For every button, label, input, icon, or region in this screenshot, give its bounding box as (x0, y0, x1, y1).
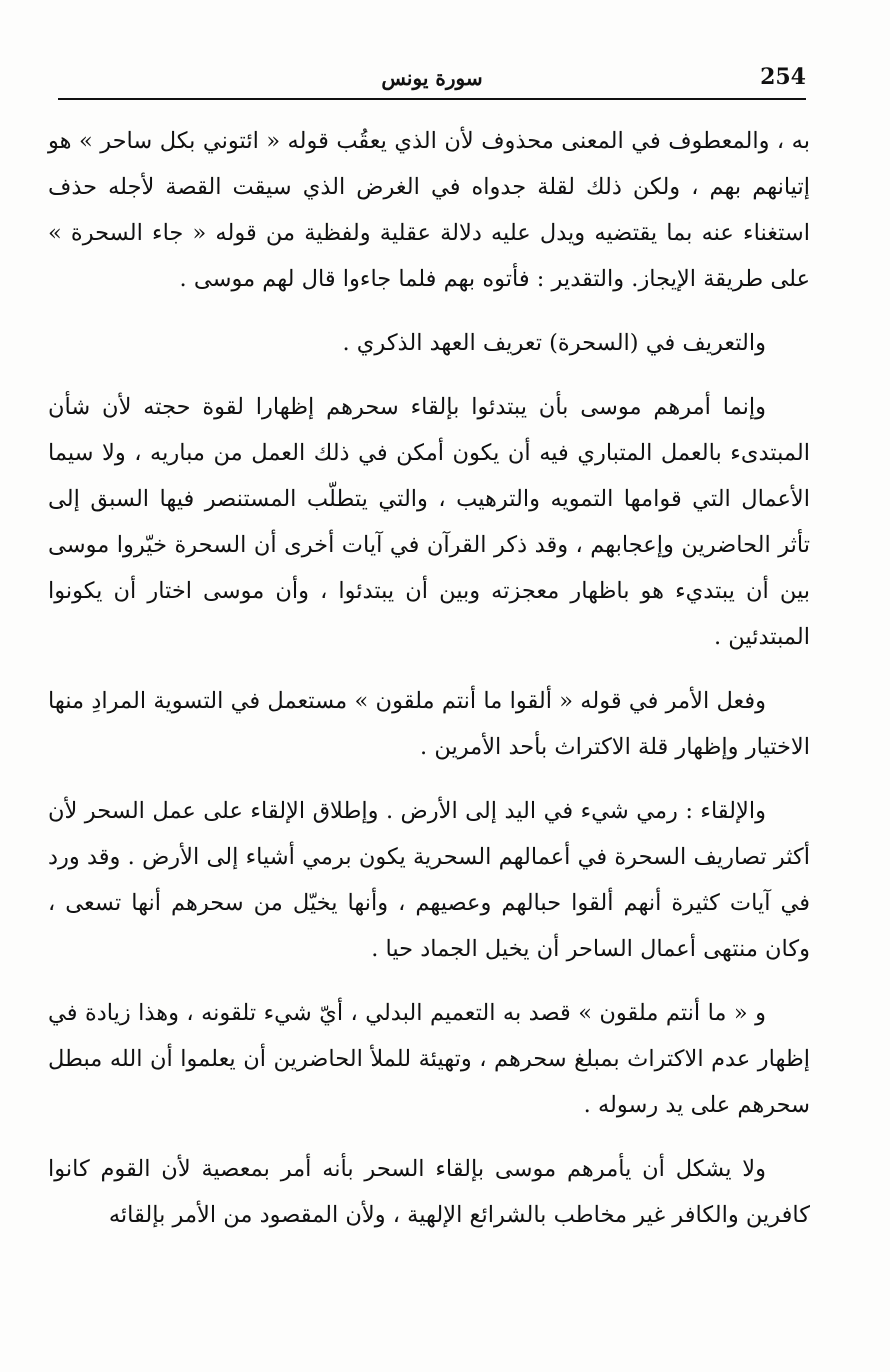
paragraph: و « ما أنتم ملقون » قصد به التعميم البدلي ، أيّ شيء تلقونه ، وهذا زيادة في إظهار عدم الاكتراث بمبلغ سحرهم ، وتهيئة للملأ الحاضرين أن يعلموا أن الله مبطل سحرهم على يد رسوله . (48, 1000, 810, 1118)
paragraph: به ، والمعطوف في المعنى محذوف لأن الذي يعقُب قوله « ائتوني بكل ساحر » هو إتيانهم بهم ، ولكن ذلك لقلة جدواه في الغرض الذي سيقت القصة لأجله حذف استغناء عنه بما يقتضيه ويدل عليه دلالة عقلية ولفظية من قوله « جاء السحرة » على طريقة الإيجاز. والتقدير : فأتوه بهم فلما جاءوا قال لهم موسى . (48, 128, 810, 292)
paragraph: والإلقاء : رمي شيء في اليد إلى الأرض . وإطلاق الإلقاء على عمل السحر لأن أكثر تصاريف السحرة في أعمالهم السحرية يكون برمي أشياء إلى الأرض . وقد ورد في آيات كثيرة أنهم ألقوا حبالهم وعصيهم ، وأنها يخيّل من سحرهم أنها تسعى ، وكان منتهى أعمال الساحر أن يخيل الجماد حيا . (48, 798, 810, 962)
paragraph: وفعل الأمر في قوله « ألقوا ما أنتم ملقون » مستعمل في التسوية المرادِ منها الاختيار وإظهار قلة الاكتراث بأحد الأمرين . (48, 688, 810, 760)
body-text (48, 118, 810, 1256)
running-title: سورة يونس (381, 66, 483, 90)
page-header (58, 58, 806, 100)
page-number: 254 (760, 64, 806, 90)
paragraph: ولا يشكل أن يأمرهم موسى بإلقاء السحر بأنه أمر بمعصية لأن القوم كانوا كافرين والكافر غير مخاطب بالشرائع الإلهية ، ولأن المقصود من الأمر بإلقائه (48, 1156, 810, 1228)
paragraph: وإنما أمرهم موسى بأن يبتدئوا بإلقاء سحرهم إظهارا لقوة حجته لأن شأن المبتدىء بالعمل المتباري فيه أن يكون أمكن في ذلك العمل من مباريه ، ولا سيما الأعمال التي قوامها التمويه والترهيب ، والتي يتطلّب المستنصر فيها السبق إلى تأثر الحاضرين وإعجابهم ، وقد ذكر القرآن في آيات أخرى أن السحرة خيّروا موسى بين أن يبتديء هو باظهار معجزته وبين أن يبتدئوا ، وأن موسى اختار أن يكونوا المبتدئين . (48, 394, 810, 650)
paragraph: والتعريف في (السحرة) تعريف العهد الذكري . (342, 330, 766, 356)
